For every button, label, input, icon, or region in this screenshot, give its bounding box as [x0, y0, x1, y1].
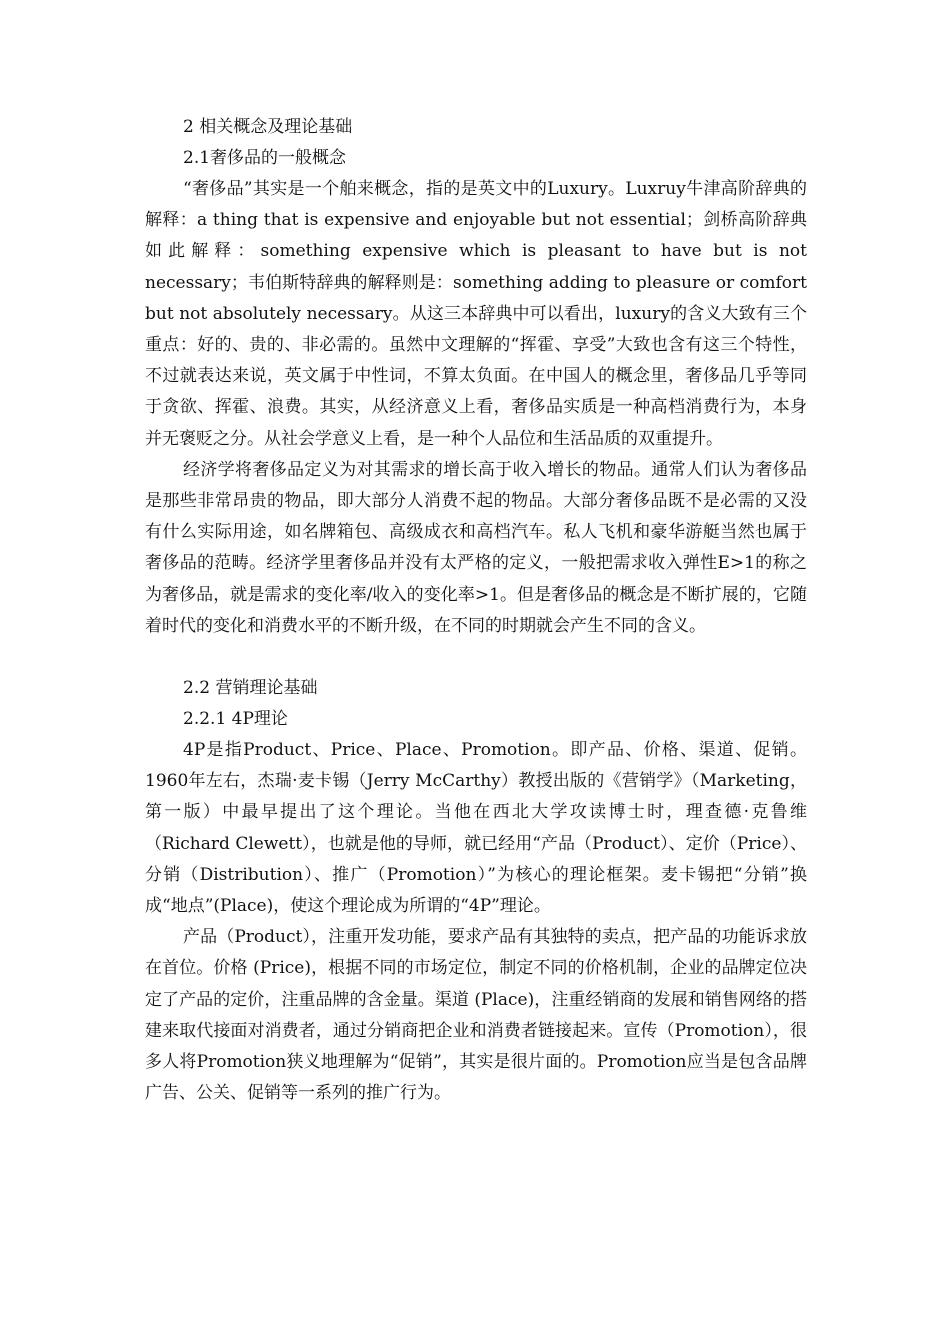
- subsection-heading: 2.2.1 4P理论: [183, 709, 288, 730]
- paragraph: “奢侈品”其实是一个舶来概念，指的是英文中的Luxury。Luxruy牛津高阶辞典的解释：a thing that is expensive and enjoyable but not essential；剑桥高阶辞典如此解释：something expensive which is pleasant to have but is not necessary；韦伯斯特辞典的解释则是：something adding to pleasure or comfort but not absolutely necessary。从这三本辞典中可以看出，luxury的含义大致有三个重点：好的、贵的、非必需的。虽然中文理解的“挥霍、享受”大致也含有这三个特性，不过就表达来说，英文属于中性词，不算太负面。在中国人的概念里，奢侈品几乎等同于贪欲、挥霍、浪费。其实，从经济意义上看，奢侈品实质是一种高档消费行为，本身并无褒贬之分。从社会学意义上看，是一种个人品位和生活品质的双重提升。: [145, 179, 807, 449]
- paragraph: 经济学将奢侈品定义为对其需求的增长高于收入增长的物品。通常人们认为奢侈品是那些非常昂贵的物品，即大部分人消费不起的物品。大部分奢侈品既不是必需的又没有什么实际用途，如名牌箱包、高级成衣和高档汽车。私人飞机和豪华游艇当然也属于奢侈品的范畴。经济学里奢侈品并没有太严格的定义，一般把需求收入弹性E>1的称之为奢侈品，就是需求的变化率/收入的变化率>1。但是奢侈品的概念是不断扩展的，它随着时代的变化和消费水平的不断升级，在不同的时期就会产生不同的含义。: [145, 459, 807, 636]
- paragraph: 4P是指Product、Price、Place、Promotion。即产品、价格、渠道、促销。1960年左右，杰瑞·麦卡锡（Jerry McCarthy）教授出版的《营销学》（Marketing，第一版）中最早提出了这个理论。当他在西北大学攻读博士时，理查德·克鲁维（Richard Clewett），也就是他的导师，就已经用“产品（Product）、定价（Price）、分销（Distribution）、推广（Promotion）”为核心的理论框架。麦卡锡把“分销”换成“地点”(Place)，使这个理论成为所谓的“4P”理论。: [145, 740, 807, 917]
- subsection-heading: 2.1奢侈品的一般概念: [183, 148, 347, 168]
- section-spacer: [145, 642, 807, 673]
- section-heading: 2.2 营销理论基础: [183, 678, 318, 699]
- paragraph: 产品（Product），注重开发功能，要求产品有其独特的卖点，把产品的功能诉求放在首位。价格 (Price)，根据不同的市场定位，制定不同的价格机制，企业的品牌定位决定了产品的定价，注重品牌的含金量。渠道 (Place)，注重经销商的发展和销售网络的搭建来取代接面对消费者，通过分销商把企业和消费者链接起来。宣传（Promotion），很多人将Promotion狭义地理解为“促销”，其实是很片面的。Promotion应当是包含品牌广告、公关、促销等一系列的推广行为。: [145, 927, 807, 1104]
- section-heading: 2 相关概念及理论基础: [183, 117, 353, 137]
- document-page: [145, 112, 807, 1109]
